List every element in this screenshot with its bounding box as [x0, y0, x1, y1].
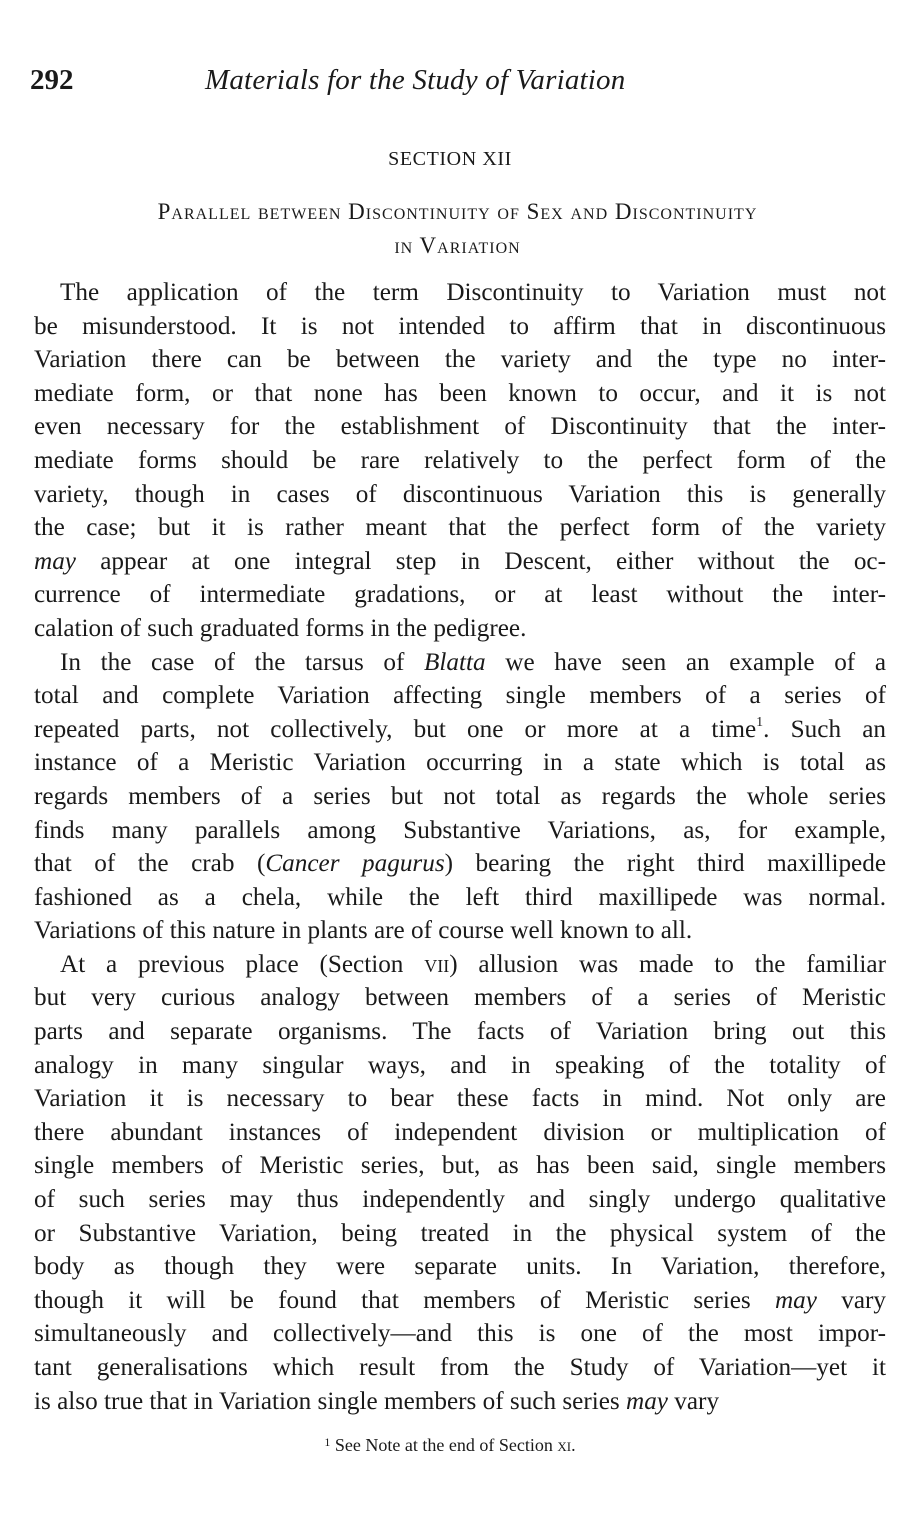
text-line [34, 948, 886, 982]
section-title [30, 195, 885, 263]
text-line: instance of a Meristic Variation occurring in a state which is total as [34, 749, 886, 777]
page-number: 292 [30, 64, 74, 96]
text-line: calation of such graduated forms in the pedigree. [34, 614, 527, 642]
paragraph [34, 948, 886, 1418]
smallcaps-run: vii [424, 950, 450, 978]
text-line [34, 646, 886, 680]
footnote-text: See Note at the end of Section [334, 1435, 558, 1455]
running-title: Materials for the Study of Variation [205, 64, 626, 96]
italic-run: may [626, 1387, 668, 1415]
paragraph [34, 276, 886, 646]
text-line [34, 847, 886, 881]
footnote-reference: 1 [756, 714, 764, 730]
text-line: there abundant instances of independent division or multiplication of [34, 1118, 886, 1146]
text-run: At a previous place (Section [60, 950, 425, 978]
text-line: total and complete Variation affecting single members of a series of [34, 682, 886, 710]
text-line: variety, though in cases of discontinuous Variation this is generally [34, 480, 886, 508]
text-line: The application of the term Discontinuity to Variation must not [60, 279, 886, 306]
text-run: vary [816, 1286, 887, 1314]
text-line: regards members of a series but not total as regards the whole series [34, 782, 886, 810]
text-line: of such series may thus independently and singly undergo qualitative [34, 1186, 886, 1214]
paragraph [34, 646, 886, 948]
text-line [34, 1284, 886, 1318]
text-line: mediate form, or that none has been known to occur, and it is not [34, 379, 886, 407]
text-run: . Such an [763, 715, 886, 743]
text-run: vary [667, 1387, 720, 1415]
text-line: tant generalisations which result from the Study of Variation—yet it [34, 1354, 886, 1381]
section-title-line: Parallel between Discontinuity of Sex and Discontinuity [157, 199, 758, 224]
text-line: body as though they were separate units. In Variation, therefore, [34, 1253, 886, 1281]
text-line: Variation there can be between the variety and the type no inter- [34, 346, 886, 374]
footnote-section-ref: xi [557, 1435, 572, 1455]
text-run: appear at one integral step in Descent, either without the oc- [75, 547, 886, 575]
footnote-marker: 1 [324, 1435, 331, 1449]
text-run: In the case of the tarsus of [60, 648, 425, 676]
text-line: fashioned as a chela, while the left third maxillipede was normal. [34, 883, 886, 911]
text-line: even necessary for the establishment of Discontinuity that the inter- [34, 413, 886, 441]
text-line: simultaneously and collectively—and this is one of the most impor- [34, 1320, 886, 1348]
footnote-text-end: . [571, 1435, 576, 1455]
text-line [34, 545, 886, 579]
text-line [34, 1385, 886, 1419]
italic-run: may [774, 1286, 817, 1314]
italic-run: Blatta [424, 648, 486, 676]
text-line [34, 713, 886, 747]
footnote [0, 1432, 900, 1458]
text-line: analogy in many singular ways, and in speaking of the totality of [34, 1051, 886, 1079]
section-label: SECTION XII [388, 148, 512, 170]
text-run: we have seen an example of a [485, 648, 886, 676]
text-line: single members of Meristic series, but, as has been said, single members [34, 1152, 886, 1180]
running-head [0, 0, 900, 120]
text-line: mediate forms should be rare relatively to the perfect form of the [34, 446, 886, 474]
text-line: be misunderstood. It is not intended to affirm that in discontinuous [34, 312, 886, 340]
text-line: currence of intermediate gradations, or at least without the inter- [34, 581, 886, 609]
text-line: Variations of this nature in plants are of course well known to all. [34, 917, 693, 945]
text-run: ) allusion was made to the familiar [449, 950, 886, 978]
text-run: though it will be found that members of Meristic series [34, 1286, 775, 1314]
text-line: Variation it is necessary to bear these facts in mind. Not only are [34, 1085, 886, 1113]
text-line: or Substantive Variation, being treated in the physical system of the [34, 1219, 886, 1247]
section-title-line: in Variation [394, 233, 521, 258]
text-run: ) bearing the right third maxillipede [444, 850, 886, 878]
text-line: but very curious analogy between members of a series of Meristic [34, 984, 886, 1012]
text-run: that of the crab ( [34, 850, 266, 878]
text-run: repeated parts, not collectively, but one or more at a time [34, 715, 757, 743]
body-text [34, 276, 886, 1418]
text-line: the case; but it is rather meant that the perfect form of the variety [34, 514, 886, 542]
text-run: is also true that in Variation single members of such series [34, 1387, 627, 1415]
text-line: parts and separate organisms. The facts of Variation bring out this [34, 1018, 886, 1046]
italic-run: Cancer pagurus [265, 850, 445, 878]
text-line: finds many parallels among Substantive Variations, as, for example, [34, 816, 886, 844]
italic-run: may [34, 547, 76, 575]
